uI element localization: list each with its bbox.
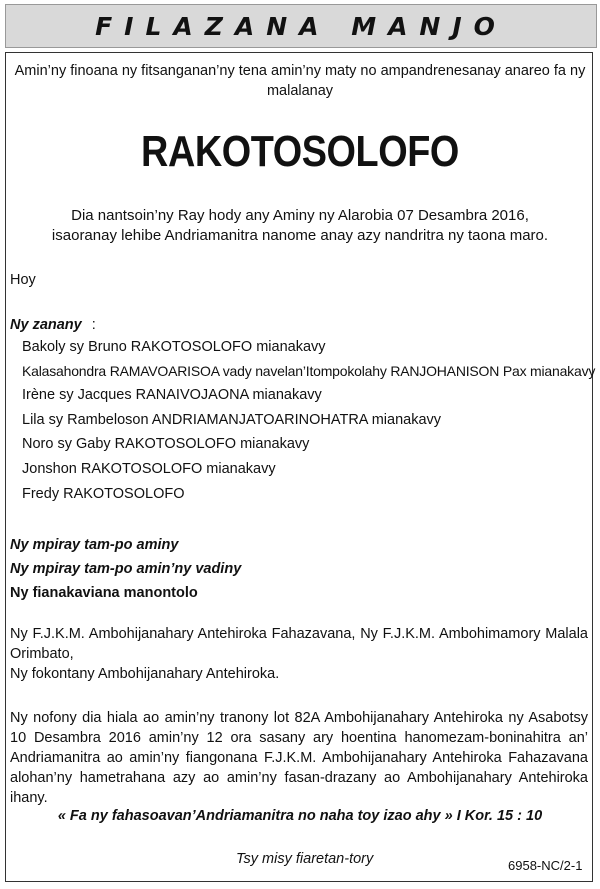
from-label: Hoy <box>10 272 36 288</box>
child-item: Bakoly sy Bruno RAKOTOSOLOFO mianakavy <box>22 339 326 355</box>
header-banner: FILAZANA MANJO <box>5 4 597 48</box>
child-item: Jonshon RAKOTOSOLOFO mianakavy <box>22 461 276 477</box>
child-item: Kalasahondra RAMAVOARISOA vady navelan’Itompokolahy RANJOHANISON Pax mianakavy <box>22 363 596 379</box>
relatives-family: Ny fianakaviana manontolo <box>10 585 198 601</box>
child-item: Noro sy Gaby RAKOTOSOLOFO mianakavy <box>22 436 310 452</box>
death-line-2: isaoranay lehibe Andriamanitra nanome anay azy nandritra ny taona maro. <box>51 227 549 244</box>
child-item: Lila sy Rambeloson ANDRIAMANJATOARINOHATRA mianakavy <box>22 412 442 428</box>
children-colon: : <box>91 317 96 333</box>
children-heading <box>10 315 96 335</box>
children-label: Ny zanany <box>10 317 82 333</box>
bible-quote: « Fa ny fahasoavan’Andriamanitra no naha toy izao ahy » I Kor. 15 : 10 <box>57 808 543 824</box>
funeral-text: Ny nofony dia hiala ao amin’ny tranony lot 82A Ambohijanahary Antehiroka ny Asabotsy 10 Desambra 2016 amin’ny 12 ora sasany ary hoentina hanomezam-boninahitra an’ Andriamanitra ao amin’ny fiangonana F.J.K.M. Ambohijanahary Antehiroka Fahazavana alohan’ny hametrahana azy ao amin’ny fasan-drazany ao Ambohijanahary Antehiroka ihany. <box>10 710 588 806</box>
churches-text: Ny F.J.K.M. Ambohijanahary Antehiroka Fahazavana, Ny F.J.K.M. Ambohimamory Malala Orimbato, <box>10 626 588 662</box>
child-item: Irène sy Jacques RANAIVOJAONA mianakavy <box>22 387 322 403</box>
fokontany-text: Ny fokontany Ambohijanahary Antehiroka. <box>10 666 280 682</box>
relatives-spouse-siblings: Ny mpiray tam-po amin’ny vadiny <box>10 561 242 577</box>
no-flowers-note: Tsy misy fiaretan-tory <box>236 851 374 867</box>
deceased-name: RAKOTOSOLOFO <box>141 127 459 176</box>
death-line-1: Dia nantsoin’ny Ray hody any Aminy ny Alarobia 07 Desambra 2016, <box>71 207 529 224</box>
intro-text: Amin’ny finoana ny fitsanganan’ny tena amin’ny maty no ampandrenesanay anareo fa ny malalanay <box>14 63 586 99</box>
child-item: Fredy RAKOTOSOLOFO <box>22 486 185 502</box>
reference-code: 6958-NC/2-1 <box>508 858 583 873</box>
death-announcement <box>0 206 600 246</box>
relatives-siblings: Ny mpiray tam-po aminy <box>10 537 179 553</box>
